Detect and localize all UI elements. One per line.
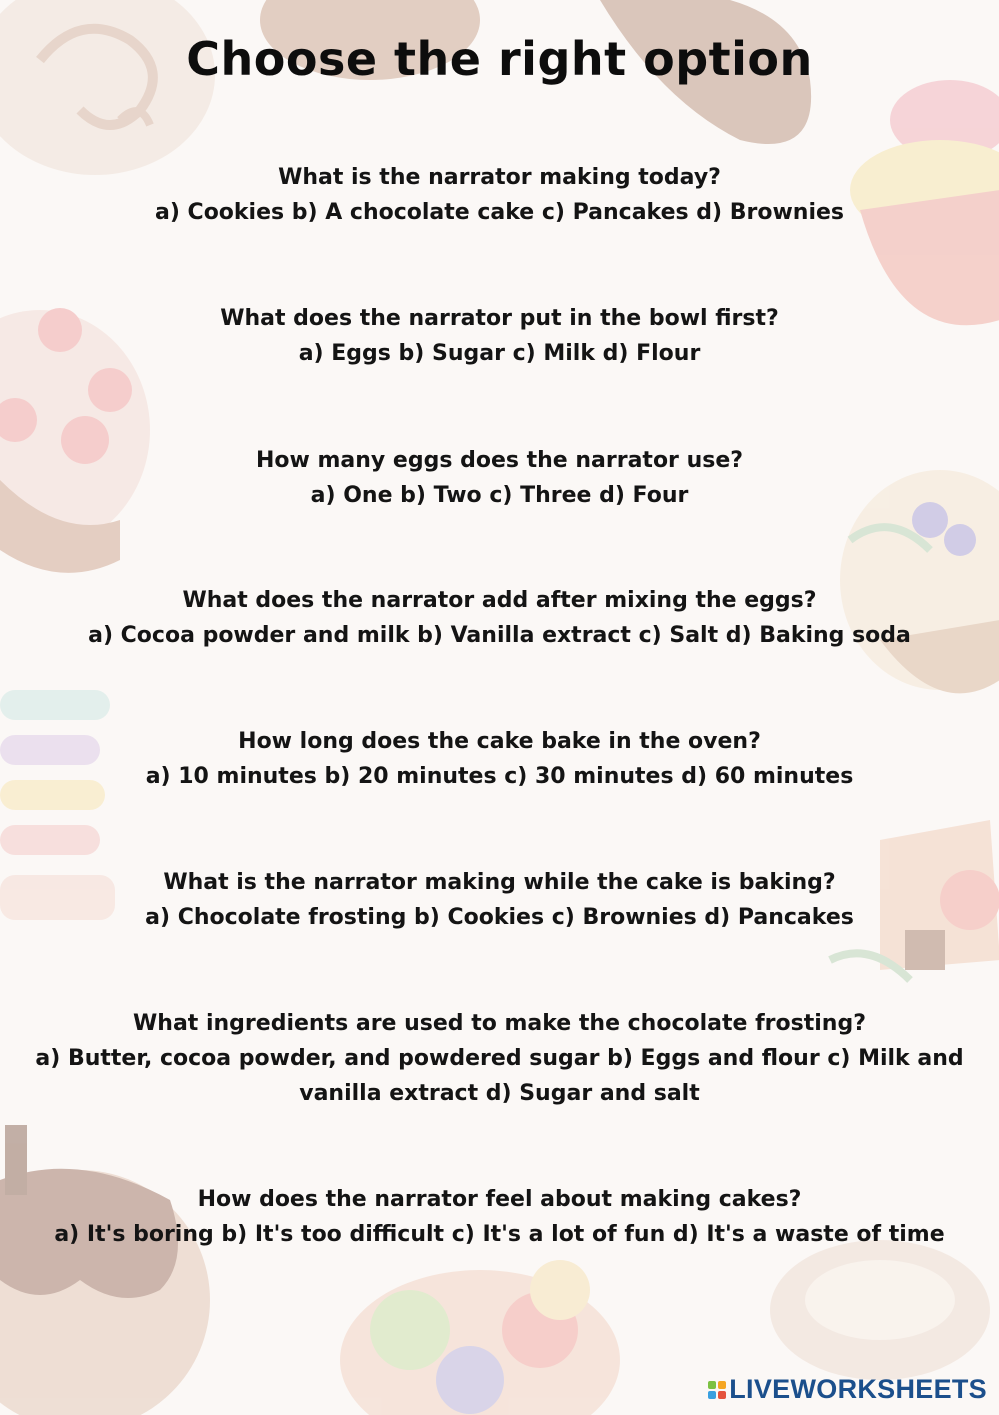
question-text: How does the narrator feel about making cakes? [197, 1187, 802, 1212]
liveworksheets-logo[interactable] [708, 1374, 987, 1405]
question-options: a) Eggs b) Sugar c) Milk d) Flour [298, 341, 701, 366]
question-options: a) Butter, cocoa powder, and powdered sugar b) Eggs and flour c) Milk and vanilla extract d) Sugar and salt [35, 1046, 964, 1106]
page-title: Choose the right option [186, 32, 813, 86]
logo-square [708, 1391, 716, 1399]
question-6 [10, 865, 989, 935]
question-text: What ingredients are used to make the chocolate frosting? [133, 1011, 866, 1036]
logo-square [718, 1391, 726, 1399]
question-text: How many eggs does the narrator use? [255, 448, 744, 473]
logo-square [718, 1381, 726, 1389]
question-options: a) 10 minutes b) 20 minutes c) 30 minutes d) 60 minutes [145, 764, 854, 789]
question-options: a) Cookies b) A chocolate cake c) Pancakes d) Brownies [154, 200, 845, 225]
logo-squares-icon [708, 1381, 726, 1399]
question-text: What is the narrator making today? [278, 165, 721, 190]
question-options: a) Cocoa powder and milk b) Vanilla extract c) Salt d) Baking soda [88, 623, 911, 648]
logo-text: LIVEWORKSHEETS [729, 1374, 987, 1404]
question-8 [10, 1182, 989, 1252]
question-4 [10, 583, 989, 653]
question-3 [10, 443, 989, 513]
question-text: What does the narrator put in the bowl first? [220, 306, 779, 331]
question-options: a) It's boring b) It's too difficult c) It's a lot of fun d) It's a waste of time [54, 1222, 945, 1247]
question-options: a) One b) Two c) Three d) Four [310, 483, 689, 508]
question-1 [10, 160, 989, 230]
question-text: How long does the cake bake in the oven? [238, 729, 761, 754]
question-7 [10, 1006, 989, 1111]
question-2 [10, 301, 989, 371]
logo-square [708, 1381, 716, 1389]
question-options: a) Chocolate frosting b) Cookies c) Brownies d) Pancakes [145, 905, 854, 930]
question-text: What is the narrator making while the cake is baking? [163, 870, 836, 895]
question-5 [10, 724, 989, 794]
question-text: What does the narrator add after mixing the eggs? [182, 588, 817, 613]
